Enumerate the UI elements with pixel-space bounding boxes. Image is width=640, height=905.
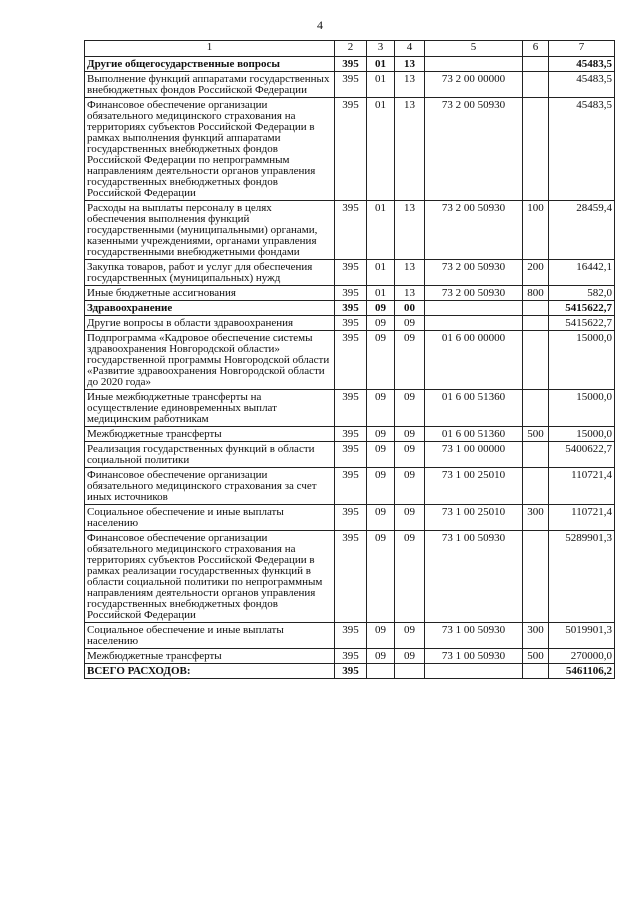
ved-code-cell: 395 <box>335 427 367 442</box>
column-header: 7 <box>549 41 615 57</box>
column-header: 2 <box>335 41 367 57</box>
budget-table <box>84 40 615 679</box>
page-number: 4 <box>317 18 323 32</box>
ved-code-cell: 395 <box>335 468 367 505</box>
section-code-cell: 09 <box>367 468 395 505</box>
section-code-cell: 09 <box>367 390 395 427</box>
row-name-cell: Выполнение функций аппаратами государственных внебюджетных фондов Российской Федерации <box>85 72 335 98</box>
ved-code-cell: 395 <box>335 390 367 427</box>
target-article-cell <box>425 57 523 72</box>
ved-code-cell: 395 <box>335 505 367 531</box>
target-article-cell: 73 2 00 50930 <box>425 98 523 201</box>
subsection-code-cell <box>395 664 425 679</box>
section-code-cell <box>367 664 395 679</box>
section-code-cell: 01 <box>367 260 395 286</box>
ved-code-cell: 395 <box>335 331 367 390</box>
column-header: 3 <box>367 41 395 57</box>
target-article-cell: 73 2 00 50930 <box>425 201 523 260</box>
column-header: 1 <box>85 41 335 57</box>
row-name-cell: Межбюджетные трансферты <box>85 427 335 442</box>
subsection-code-cell: 09 <box>395 468 425 505</box>
subsection-code-cell: 09 <box>395 505 425 531</box>
target-article-cell: 73 1 00 50930 <box>425 623 523 649</box>
section-code-cell: 09 <box>367 316 395 331</box>
amount-cell: 110721,4 <box>549 468 615 505</box>
table-row <box>85 649 615 664</box>
target-article-cell: 01 6 00 51360 <box>425 390 523 427</box>
row-name-cell: ВСЕГО РАСХОДОВ: <box>85 664 335 679</box>
expense-type-cell <box>523 442 549 468</box>
table-row <box>85 468 615 505</box>
amount-cell: 15000,0 <box>549 390 615 427</box>
ved-code-cell: 395 <box>335 664 367 679</box>
amount-cell: 5400622,7 <box>549 442 615 468</box>
ved-code-cell: 395 <box>335 301 367 316</box>
subsection-code-cell: 09 <box>395 623 425 649</box>
expense-type-cell <box>523 57 549 72</box>
row-name-cell: Иные межбюджетные трансферты на осуществление единовременных выплат медицинским работникам <box>85 390 335 427</box>
subsection-code-cell: 09 <box>395 442 425 468</box>
column-header: 5 <box>425 41 523 57</box>
section-code-cell: 09 <box>367 442 395 468</box>
expense-type-cell <box>523 664 549 679</box>
table-row <box>85 260 615 286</box>
table-row <box>85 201 615 260</box>
ved-code-cell: 395 <box>335 649 367 664</box>
target-article-cell <box>425 664 523 679</box>
target-article-cell: 73 1 00 50930 <box>425 649 523 664</box>
target-article-cell: 73 1 00 25010 <box>425 468 523 505</box>
table-row <box>85 98 615 201</box>
table-row <box>85 623 615 649</box>
row-name-cell: Финансовое обеспечение организации обязательного медицинского страхования на территориях субъектов Российской Федерации в рамках выполнения функций аппаратами государственных внебюджетных фондов Российской Федерации по непрограммным направлениям деятельности органов управления государственных внебюджетных фондов Российской Федерации <box>85 98 335 201</box>
table-row <box>85 427 615 442</box>
section-code-cell: 09 <box>367 331 395 390</box>
expense-type-cell <box>523 390 549 427</box>
subsection-code-cell: 00 <box>395 301 425 316</box>
subsection-code-cell: 13 <box>395 260 425 286</box>
ved-code-cell: 395 <box>335 201 367 260</box>
amount-cell: 5415622,7 <box>549 301 615 316</box>
ved-code-cell: 395 <box>335 623 367 649</box>
row-name-cell: Социальное обеспечение и иные выплаты населению <box>85 505 335 531</box>
table-row <box>85 72 615 98</box>
subsection-code-cell: 09 <box>395 390 425 427</box>
row-name-cell: Иные бюджетные ассигнования <box>85 286 335 301</box>
amount-cell: 28459,4 <box>549 201 615 260</box>
amount-cell: 45483,5 <box>549 72 615 98</box>
subsection-code-cell: 09 <box>395 316 425 331</box>
expense-type-cell <box>523 301 549 316</box>
header-row <box>85 41 615 57</box>
amount-cell: 582,0 <box>549 286 615 301</box>
column-header: 6 <box>523 41 549 57</box>
row-name-cell: Реализация государственных функций в области социальной политики <box>85 442 335 468</box>
ved-code-cell: 395 <box>335 442 367 468</box>
ved-code-cell: 395 <box>335 531 367 623</box>
target-article-cell <box>425 301 523 316</box>
table-row <box>85 442 615 468</box>
ved-code-cell: 395 <box>335 57 367 72</box>
section-code-cell: 01 <box>367 286 395 301</box>
amount-cell: 5019901,3 <box>549 623 615 649</box>
ved-code-cell: 395 <box>335 260 367 286</box>
target-article-cell: 73 2 00 50930 <box>425 286 523 301</box>
expense-type-cell <box>523 72 549 98</box>
amount-cell: 5415622,7 <box>549 316 615 331</box>
section-code-cell: 01 <box>367 201 395 260</box>
target-article-cell <box>425 316 523 331</box>
target-article-cell: 73 2 00 50930 <box>425 260 523 286</box>
table-row <box>85 301 615 316</box>
expense-type-cell: 300 <box>523 505 549 531</box>
expense-type-cell: 100 <box>523 201 549 260</box>
section-code-cell: 01 <box>367 98 395 201</box>
target-article-cell: 73 1 00 25010 <box>425 505 523 531</box>
expense-type-cell <box>523 531 549 623</box>
table-row <box>85 286 615 301</box>
row-name-cell: Финансовое обеспечение организации обязательного медицинского страхования на территориях субъектов Российской Федерации в рамках реализации государственных функций в области социальной политики по непрограммным направлениям деятельности органов управления государственных внебюджетных фондов Российской Федерации <box>85 531 335 623</box>
expense-type-cell: 300 <box>523 623 549 649</box>
expense-type-cell: 200 <box>523 260 549 286</box>
target-article-cell: 73 1 00 50930 <box>425 531 523 623</box>
amount-cell: 45483,5 <box>549 98 615 201</box>
expense-type-cell: 500 <box>523 649 549 664</box>
table-row <box>85 331 615 390</box>
row-name-cell: Финансовое обеспечение организации обязательного медицинского страхования за счет иных источников <box>85 468 335 505</box>
expense-type-cell <box>523 316 549 331</box>
section-code-cell: 09 <box>367 301 395 316</box>
section-code-cell: 01 <box>367 57 395 72</box>
amount-cell: 5289901,3 <box>549 531 615 623</box>
ved-code-cell: 395 <box>335 72 367 98</box>
subsection-code-cell: 09 <box>395 331 425 390</box>
expense-type-cell: 500 <box>523 427 549 442</box>
ved-code-cell: 395 <box>335 286 367 301</box>
amount-cell: 45483,5 <box>549 57 615 72</box>
row-name-cell: Закупка товаров, работ и услуг для обеспечения государственных (муниципальных) нужд <box>85 260 335 286</box>
subsection-code-cell: 09 <box>395 649 425 664</box>
row-name-cell: Другие общегосударственные вопросы <box>85 57 335 72</box>
row-name-cell: Подпрограмма «Кадровое обеспечение системы здравоохранения Новгородской области» государственной программы Новгородской области «Развитие здравоохранения Новгородской области до 2020 года» <box>85 331 335 390</box>
row-name-cell: Другие вопросы в области здравоохранения <box>85 316 335 331</box>
ved-code-cell: 395 <box>335 316 367 331</box>
expense-type-cell: 800 <box>523 286 549 301</box>
expense-type-cell <box>523 98 549 201</box>
table-row <box>85 664 615 679</box>
amount-cell: 15000,0 <box>549 331 615 390</box>
target-article-cell: 73 2 00 00000 <box>425 72 523 98</box>
subsection-code-cell: 09 <box>395 427 425 442</box>
target-article-cell: 73 1 00 00000 <box>425 442 523 468</box>
amount-cell: 16442,1 <box>549 260 615 286</box>
expense-type-cell <box>523 331 549 390</box>
subsection-code-cell: 13 <box>395 72 425 98</box>
section-code-cell: 01 <box>367 72 395 98</box>
section-code-cell: 09 <box>367 531 395 623</box>
column-header: 4 <box>395 41 425 57</box>
amount-cell: 110721,4 <box>549 505 615 531</box>
subsection-code-cell: 13 <box>395 201 425 260</box>
row-name-cell: Здравоохранение <box>85 301 335 316</box>
amount-cell: 5461106,2 <box>549 664 615 679</box>
table-row <box>85 531 615 623</box>
section-code-cell: 09 <box>367 427 395 442</box>
target-article-cell: 01 6 00 51360 <box>425 427 523 442</box>
amount-cell: 270000,0 <box>549 649 615 664</box>
table-row <box>85 505 615 531</box>
section-code-cell: 09 <box>367 623 395 649</box>
subsection-code-cell: 13 <box>395 57 425 72</box>
row-name-cell: Межбюджетные трансферты <box>85 649 335 664</box>
amount-cell: 15000,0 <box>549 427 615 442</box>
section-code-cell: 09 <box>367 649 395 664</box>
target-article-cell: 01 6 00 00000 <box>425 331 523 390</box>
subsection-code-cell: 13 <box>395 98 425 201</box>
subsection-code-cell: 09 <box>395 531 425 623</box>
table-row <box>85 390 615 427</box>
row-name-cell: Расходы на выплаты персоналу в целях обеспечения выполнения функций государственными (муниципальными) органами, казенными учреждениями, органами управления государственными внебюджетными фондами <box>85 201 335 260</box>
ved-code-cell: 395 <box>335 98 367 201</box>
subsection-code-cell: 13 <box>395 286 425 301</box>
table-row <box>85 57 615 72</box>
row-name-cell: Социальное обеспечение и иные выплаты населению <box>85 623 335 649</box>
expense-type-cell <box>523 468 549 505</box>
table-row <box>85 316 615 331</box>
section-code-cell: 09 <box>367 505 395 531</box>
